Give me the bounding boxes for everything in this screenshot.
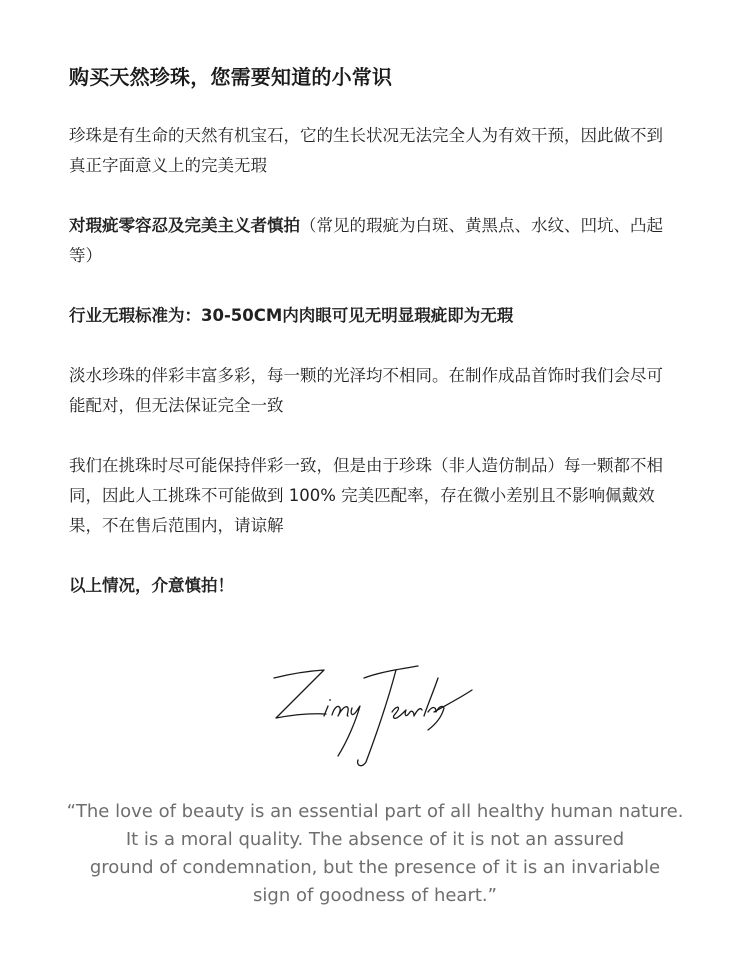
paragraph-matching-note: 我们在挑珠时尽可能保持伴彩一致，但是由于珍珠（非人造仿制品）每一颗都不相同，因此人工挑珠不可能做到 100% 完美匹配率，存在微小差别且不影响佩戴效果，不在售后范围内，请谅解 (69, 456, 663, 535)
paragraph-natural-pearl: 珍珠是有生命的天然有机宝石，它的生长状况无法完全人为有效干预，因此做不到真正字面意义上的完美无瑕 (69, 126, 663, 175)
quote-line: ground of condemnation, but the presence of it is an invariable (89, 857, 661, 878)
paragraph-flaw-warning (69, 211, 679, 271)
quote-line: “The love of beauty is an essential part of all healthy human nature. (66, 801, 684, 822)
quote-line: sign of goodness of heart.” (253, 885, 497, 906)
paragraph-luster-note: 淡水珍珠的伴彩丰富多彩，每一颗的光泽均不相同。在制作成品首饰时我们会尽可能配对，但无法保证完全一致 (69, 366, 663, 415)
paragraph-flawless-standard: 行业无瑕标准为：30-50CM内肉眼可见无明显瑕疵即为无瑕 (69, 306, 514, 325)
page-title: 购买天然珍珠，您需要知道的小常识 (69, 65, 393, 89)
quote-block (0, 798, 750, 910)
quote-line: It is a moral quality. The absence of it is not an assured (125, 829, 625, 850)
flaw-warning-detail: （常见的瑕疵为白斑、黄黑点、水纹、凹坑、凸起等） (69, 216, 663, 265)
flaw-warning-emphasis: 对瑕疵零容忍及完美主义者慎拍 (69, 216, 300, 235)
signature-logo (268, 660, 478, 772)
closing-warning: 以上情况，介意慎拍！ (69, 576, 234, 595)
